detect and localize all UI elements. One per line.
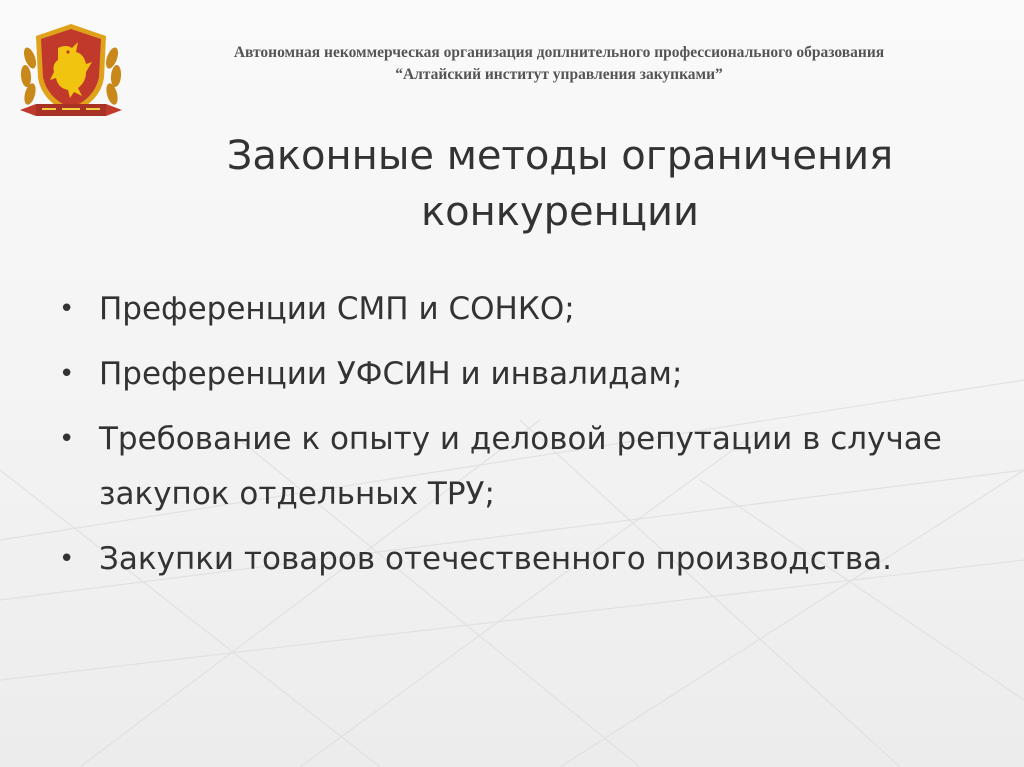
bullet-item — [55, 282, 975, 337]
bullet-icon: • — [59, 424, 75, 454]
bullet-icon: • — [59, 294, 75, 324]
title-line1: Законные методы ограничения — [226, 133, 894, 179]
bullet-item — [55, 412, 975, 522]
bullet-text: Преференции СМП и СОНКО; — [99, 291, 575, 327]
organization-header — [138, 42, 980, 86]
bullet-text: Закупки товаров отечественного производства. — [99, 541, 892, 577]
bullet-list — [55, 282, 975, 597]
org-name-line2: “Алтайский институт управления закупками” — [395, 66, 723, 83]
slide-title — [150, 128, 970, 240]
title-line2: конкуренции — [421, 189, 699, 235]
bullet-item — [55, 532, 975, 587]
bullet-item — [55, 347, 975, 402]
bullet-icon: • — [59, 544, 75, 574]
bullet-text: Преференции УФСИН и инвалидам; — [99, 356, 683, 392]
bullet-text: Требование к опыту и деловой репутации в случае закупок отдельных ТРУ; — [99, 421, 942, 512]
bullet-icon: • — [59, 359, 75, 389]
org-name-line1: Автономная некоммерческая организация доплнительного профессионального образования — [233, 44, 885, 61]
griffin-crest-icon — [12, 18, 130, 124]
